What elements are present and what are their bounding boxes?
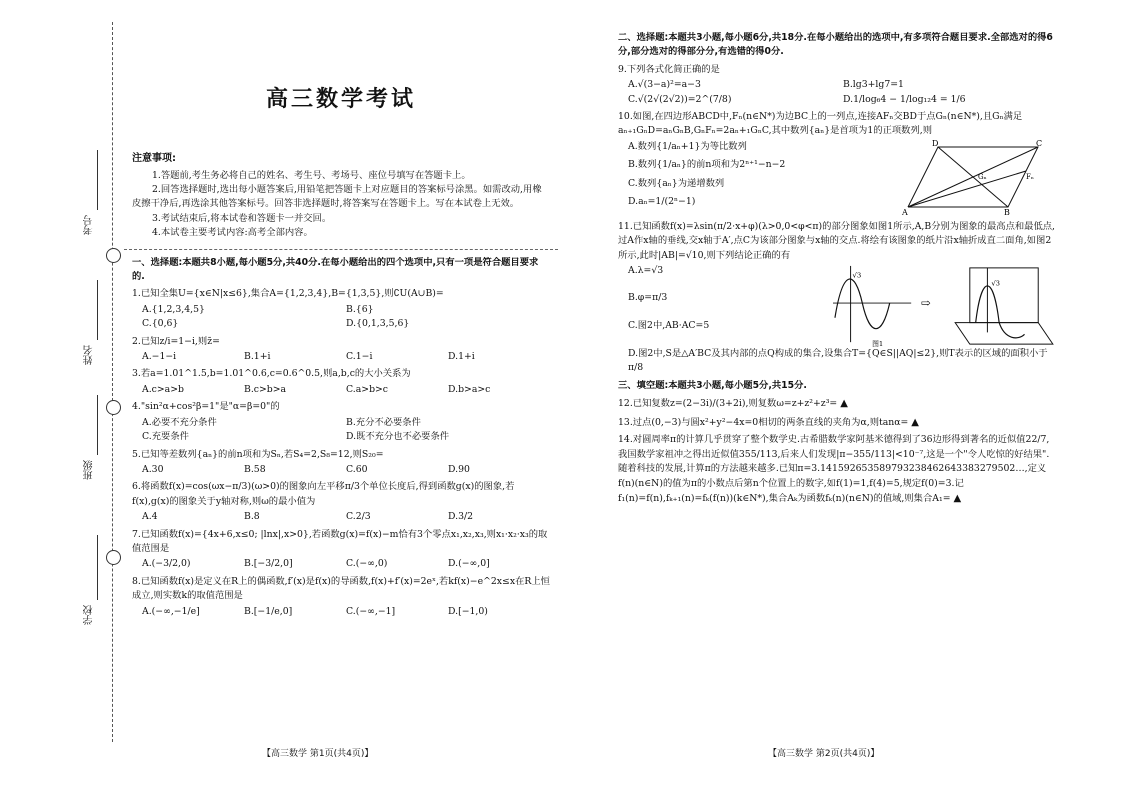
option-c: C.1−i [346,351,373,363]
question-14 [618,433,1058,506]
option-d: D.(−∞,0] [448,558,490,570]
exam-title: 高三数学考试 [265,87,416,112]
name-line [97,280,98,340]
figure-1-caption: 图1 [872,340,884,349]
notice-item: 2.回答选择题时,选出每小题答案后,用铅笔把答题卡上对应题目的答案标号涂黑。如需改动,用橡皮擦干净后,再选涂其他答案标号。回答非选择题时,将答案写在答题卡上。写在本试卷上无效。 [132,184,542,210]
option-list [628,140,898,214]
option-c: C.60 [346,463,368,475]
option-list [142,463,550,477]
option-list [142,350,550,364]
option-list [142,303,550,332]
option-d: D.1+i [448,351,475,363]
option-a: A.{1,2,3,4,5} [142,303,205,315]
option-d: D.[−1,0) [448,605,488,617]
option-list [142,416,550,445]
option-d: D.既不充分也不必要条件 [346,431,450,443]
option-b: B.[−3/2,0] [244,558,293,570]
notice-item: 1.答题前,考生务必将自己的姓名、考生号、考场号、座位号填写在答题卡上。 [152,169,471,181]
divider [124,249,558,250]
exam-number-label: 考号 [84,215,95,235]
question-stem: 2.已知z/i=1−i,则z̄= [132,335,220,347]
section-heading: 三、填空题:本题共3小题,每小题5分,共15分. [618,379,807,391]
question-stem: 1.已知全集U={x∈N|x≤6},集合A={1,2,3,4},B={1,3,5},则∁U(A∪B)= [132,288,444,300]
option-list [142,557,550,571]
question-8 [132,575,550,619]
page-1-footer: 【高三数学 第1页(共4页)】 [262,749,374,759]
option-list [628,78,1058,107]
svg-text:D: D [932,138,939,148]
option-list [628,347,1058,376]
question-stem: 6.将函数f(x)=cos(ωx−π/3)(ω>0)的图象向左平移π/3个单位长度后,得到函数g(x)的图象,若f(x),g(x)的图象关于y轴对称,则ω的最小值为 [132,481,515,507]
question-3 [132,367,550,397]
option-list [628,264,833,346]
svg-text:A: A [902,207,908,217]
option-d: D.90 [448,463,470,475]
option-d: D.b>a>c [448,383,491,395]
question-stem: 5.已知等差数列{aₙ}的前n项和为Sₙ,若S₄=2,S₈=12,则S₂₀= [132,448,384,460]
section-heading: 一、选择题:本题共8小题,每小题5分,共40分.在每小题给出的四个选项中,只有一项是符合题目要求的. [132,256,539,283]
school-line [97,535,98,600]
option-b: B.[−1/e,0] [244,605,293,617]
question-13 [618,415,1058,431]
option-d: D.1/log₆4 − 1/log₁₂4 = 1/6 [843,93,966,105]
binding-strip [0,0,125,794]
school-label: 学校 [84,605,95,625]
notice-item: 4.本试卷主要考试内容:高考全部内容。 [152,227,313,239]
seal-mark [106,248,121,263]
option-d: D.aₙ=1/(2ⁿ−1) [628,196,696,208]
option-list [142,605,550,619]
option-a: A.c>a>b [142,383,184,395]
question-6 [132,480,550,524]
question-1 [132,287,550,331]
section-heading: 二、选择题:本题共3小题,每小题6分,共18分.在每小题给出的选项中,有多项符合题目要求.全部选对的得6分,部分选对的得部分分,有选错的得0分. [618,32,1053,58]
question-5 [132,448,550,478]
page-1 [132,28,550,622]
option-list [142,510,550,524]
question-stem: 11.已知函数f(x)=λsin(π/2·x+φ)(λ>0,0<φ<π)的部分图象如图1所示,A,B分别为图象的最高点和最低点,过A作x轴的垂线,交x轴于A′,点C为该部分图象与x轴的交点.将绘有该图象的纸片沿x轴折成直二面角,如图2所示,此时|AB|=√10,则下列结论正确的有 [618,220,1056,261]
option-b: B.φ=π/3 [628,292,668,304]
quadrilateral-figure [898,139,1048,217]
question-stem: 14.对圆周率π的计算几乎贯穿了整个数学史.古希腊数学家阿基米德得到了36边形得到著名的近似值22/7,我国数学家祖冲之得出近似值355/113,后来人们发现|π−355/113|<10⁻⁷,这是一个"令人吃惊的好结果".随着科技的发展,计算π的方法越来越多.已知π=3.141592653589793238462643383279502…,定义f(n)(n∈N)的值为π的小数点后第n个位置上的数字,如f(1)=1,f(4)=5,规定f(0)=3.记f₁(n)=f(n),fₖ₊₁(n)=fₖ(f(n))(k∈N*),集合Aₖ为函数fₖ(n)(n∈N)的值域,则集合A₁= [618,434,1050,504]
sqrt3-label: √3 [991,279,1001,288]
sine-fold-figure [833,263,1058,349]
option-a: A.√(3−a)²=a−3 [628,79,701,91]
option-d: D.3/2 [448,511,474,523]
question-9 [618,63,1058,107]
page-2 [618,28,1058,506]
question-stem: 13.过点(0,−3)与圆x²+y²−4x=0相切的两条直线的夹角为α,则tanα= [618,416,909,428]
seal-mark [106,400,121,415]
exam-number-line [97,150,98,210]
option-a: A.必要不充分条件 [142,416,217,428]
option-c: C.√(2√(2√2))=2^(7/8) [628,93,732,105]
question-stem: 3.若a=1.01^1.5,b=1.01^0.6,c=0.6^0.5,则a,b,c的大小关系为 [132,368,411,380]
svg-text:Fₙ: Fₙ [1026,172,1034,181]
question-stem: 12.已知复数z=(2−3i)/(3+2i),则复数ω=z+z²+z³= [618,398,838,410]
notice-heading: 注意事项: [132,153,176,165]
class-label: 班级 [84,460,95,480]
answer-blank-marker: ▲ [840,398,848,410]
question-stem: 4."sin²α+cos²β=1"是"α=β=0"的 [132,401,280,413]
option-c: C.(−∞,−1] [346,605,396,617]
option-a: A.4 [142,511,158,523]
option-b: B.lg3+lg7=1 [843,79,904,91]
option-b: B.充分不必要条件 [346,416,421,428]
option-b: B.{6} [346,303,374,315]
class-line [97,395,98,455]
question-11 [618,220,1058,376]
option-c: C.a>b>c [346,383,389,395]
answer-blank-marker: ▲ [953,492,962,504]
question-7 [132,528,550,572]
option-a: A.30 [142,463,164,475]
svg-text:Gₙ: Gₙ [978,172,987,181]
option-b: B.8 [244,511,260,523]
question-10 [618,110,1058,217]
option-c: C.充要条件 [142,431,189,443]
arrow-icon: ⇨ [921,296,932,311]
option-c: C.数列{aₙ}为递增数列 [628,177,725,189]
question-stem: 8.已知函数f(x)是定义在R上的偶函数,f′(x)是f(x)的导函数,f(x)+f′(x)=2eˣ,若kf(x)−e^2x≤x在R上恒成立,则实数k的取值范围是 [132,575,550,602]
name-label: 姓名 [84,345,95,365]
svg-text:C: C [1036,138,1043,148]
option-c: C.2/3 [346,511,371,523]
question-12 [618,396,1058,412]
option-a: A.(−3/2,0) [142,558,191,570]
notice-item: 3.考试结束后,将本试卷和答题卡一并交回。 [152,212,332,224]
seal-line [112,22,113,742]
option-b: B.1+i [244,351,271,363]
option-b: B.58 [244,463,266,475]
option-b: B.数列{1/aₙ}的前n项和为2ⁿ⁺¹−n−2 [628,159,786,171]
question-stem: 7.已知函数f(x)={4x+6,x≤0; |lnx|,x>0},若函数g(x)=f(x)−m恰有3个零点x₁,x₂,x₃,则x₁·x₂·x₃的取值范围是 [132,528,548,554]
seal-mark [106,550,121,565]
svg-text:B: B [1004,207,1010,217]
question-stem: 10.如图,在四边形ABCD中,Fₙ(n∈N*)为边BC上的一列点,连接AFₙ交BD于点Gₙ(n∈N*),且Gₙ满足aₙ₊₁GₙD=aₙGₙB,GₙFₙ=2aₙ+₁GₙC,其中数列{aₙ}是首项为1的正项数列,则 [618,111,1023,137]
question-2 [132,335,550,365]
answer-blank-marker: ▲ [911,416,919,428]
option-a: A.λ=√3 [628,265,664,277]
option-c: C.{0,6} [142,318,179,330]
option-b: B.c>b>a [244,383,287,395]
option-list [142,383,550,397]
sqrt3-label: √3 [852,271,862,280]
page-2-footer: 【高三数学 第2页(共4页)】 [768,749,880,759]
option-c: C.图2中,AB·AC=5 [628,319,710,331]
option-a: A.(−∞,−1/e] [142,605,200,617]
option-d: D.{0,1,3,5,6} [346,318,410,330]
question-4 [132,400,550,444]
option-a: A.−1−i [142,351,177,363]
option-a: A.数列{1/aₙ+1}为等比数列 [628,140,747,152]
option-c: C.(−∞,0) [346,558,388,570]
option-d: D.图2中,S是△A′BC及其内部的点Q构成的集合,设集合T={Q∈S||AQ|≤2},则T表示的区域的面积小于π/8 [628,348,1048,374]
question-stem: 9.下列各式化简正确的是 [618,63,720,75]
